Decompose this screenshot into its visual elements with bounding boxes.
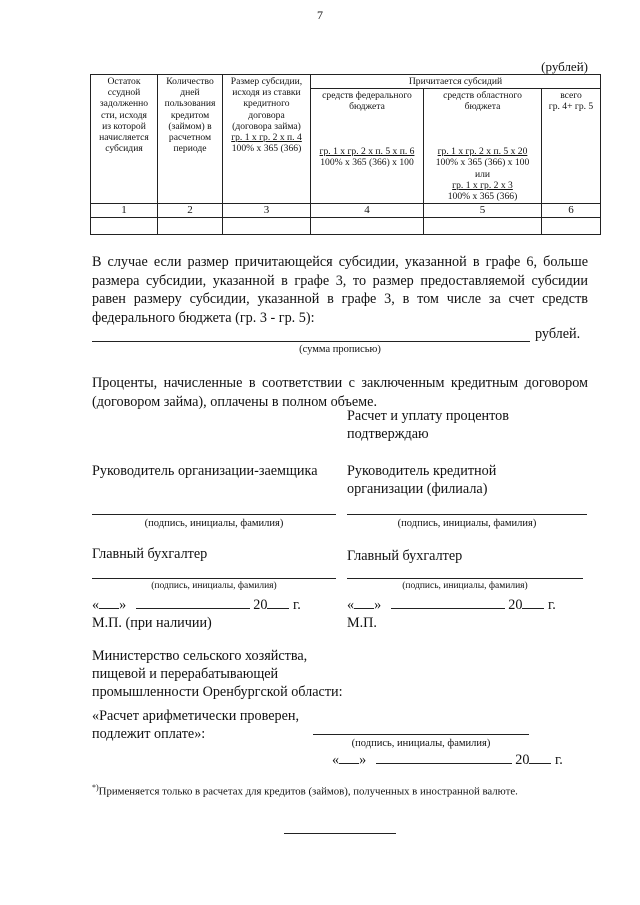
table-cell[interactable]: [542, 218, 601, 235]
ministry-name: Министерство сельского хозяйства, пищевой и перерабатывающей промышленности Оренбургской области:: [92, 648, 343, 700]
col4-header: средств федерального бюджета гр. 1 х гр. 2 х п. 5 х п. 6 100% х 365 (366) х 100: [311, 89, 424, 204]
signature-caption: (подпись, инициалы, фамилия): [351, 738, 491, 749]
subsidy-paragraph: В случае если размер причитающейся субсидии, указанной в графе 6, больше размера субсидии, указанной в графе 3, то размер предоставляемой субсидии равен размеру субсидии, указанной в графе 3, в том числе за счет средств федерального бюджета (гр. 3 - гр. 5):: [92, 254, 588, 326]
table-cell[interactable]: [91, 218, 158, 235]
col1-header: Остаток ссудной задолженно сти, исходя из которой начисляется субсидия: [91, 75, 158, 204]
year-field[interactable]: [522, 608, 544, 609]
col4-formula-top: гр. 1 х гр. 2 х п. 5 х п. 6: [319, 146, 415, 158]
bank-signature-line[interactable]: [347, 514, 587, 515]
col5-formula-bottom: 100% х 365 (366) х 100: [435, 157, 530, 169]
col2-header: Количество дней пользования кредитом (займом) в расчетном периоде: [158, 75, 223, 204]
month-field[interactable]: [391, 608, 505, 609]
col3-header: Размер субсидии, исходя из ставки кредитного договора (договора займа) гр. 1 х гр. 2 х п. 4 100% х 365 (366): [223, 75, 311, 204]
subsidy-table: [90, 74, 601, 235]
col5-or: или: [474, 168, 491, 180]
col5-formula2-bottom: 100% х 365 (366): [447, 191, 518, 203]
currency-unit: (рублей): [541, 59, 588, 74]
table-cell[interactable]: [311, 218, 424, 235]
footnote-mark: *): [92, 783, 99, 792]
sum-line[interactable]: [92, 341, 530, 342]
footnote-text: Применяется только в расчетах для кредитов (займов), полученных в иностранной валюте.: [98, 785, 518, 798]
verified-text: «Расчет арифметически проверен, подлежит оплате»:: [92, 708, 300, 742]
table-cell[interactable]: [424, 218, 542, 235]
column-number: 2: [158, 204, 223, 218]
accountant-left-signature-line[interactable]: [92, 578, 336, 579]
column-number: 5: [424, 204, 542, 218]
column-number: 6: [542, 204, 601, 218]
column-number: 4: [311, 204, 424, 218]
table-cell[interactable]: [223, 218, 311, 235]
borrower-head-label: Руководитель организации-заемщика: [92, 463, 318, 479]
table-cell[interactable]: [158, 218, 223, 235]
month-field[interactable]: [376, 763, 512, 764]
chief-accountant-right: Главный бухгалтер: [347, 548, 463, 564]
col5-formula-top: гр. 1 х гр. 2 х п. 5 х 20: [437, 146, 528, 158]
col6-header: всего гр. 4+ гр. 5: [542, 89, 601, 204]
sum-in-words-caption: (сумма прописью): [299, 344, 381, 355]
date-ministry: « » 20 г.: [332, 752, 563, 768]
year-field[interactable]: [529, 763, 551, 764]
rubles-word: рублей.: [535, 326, 581, 342]
ministry-signature-line[interactable]: [313, 734, 529, 735]
stamp-left: М.П. (при наличии): [92, 615, 212, 631]
footnote-divider: [284, 833, 396, 834]
day-field[interactable]: [99, 608, 119, 609]
page-number: 7: [317, 8, 323, 22]
col5-formula2-top: гр. 1 х гр. 2 х 3: [452, 179, 513, 191]
date-right: « » 20 г.: [347, 597, 556, 613]
day-field[interactable]: [339, 763, 359, 764]
month-field[interactable]: [136, 608, 250, 609]
accountant-right-signature-line[interactable]: [347, 578, 583, 579]
col3-formula-top: гр. 1 х гр. 2 х п. 4: [231, 132, 302, 144]
col3-formula-bottom: 100% х 365 (366): [231, 143, 302, 155]
signature-caption: (подпись, инициалы, фамилия): [144, 518, 284, 529]
col5-header: средств областного бюджета гр. 1 х гр. 2 х п. 5 х 20 100% х 365 (366) х 100 или гр. 1 х гр. 2 х 3 100% х 365 (366): [424, 89, 542, 204]
bank-head-label: Руководитель кредитной организации (филиала): [347, 463, 497, 497]
column-number: 3: [223, 204, 311, 218]
signature-caption: (подпись, инициалы, фамилия): [151, 581, 277, 591]
day-field[interactable]: [354, 608, 374, 609]
footnote: [92, 781, 586, 799]
date-left: « » 20 г.: [92, 597, 301, 613]
confirm-text: Расчет и уплату процентов подтверждаю: [347, 408, 509, 442]
chief-accountant-left: Главный бухгалтер: [92, 546, 208, 562]
signature-caption: (подпись, инициалы, фамилия): [402, 581, 528, 591]
column-number: 1: [91, 204, 158, 218]
borrower-signature-line[interactable]: [92, 514, 336, 515]
interest-paragraph: Проценты, начисленные в соответствии с заключенным кредитным договором (договором займа), оплачены в полном объеме.: [92, 375, 588, 410]
group-header: Причитается субсидий: [311, 75, 601, 89]
signature-caption: (подпись, инициалы, фамилия): [397, 518, 537, 529]
year-field[interactable]: [267, 608, 289, 609]
col4-formula-bottom: 100% х 365 (366) х 100: [320, 157, 414, 169]
stamp-right: М.П.: [347, 615, 377, 631]
